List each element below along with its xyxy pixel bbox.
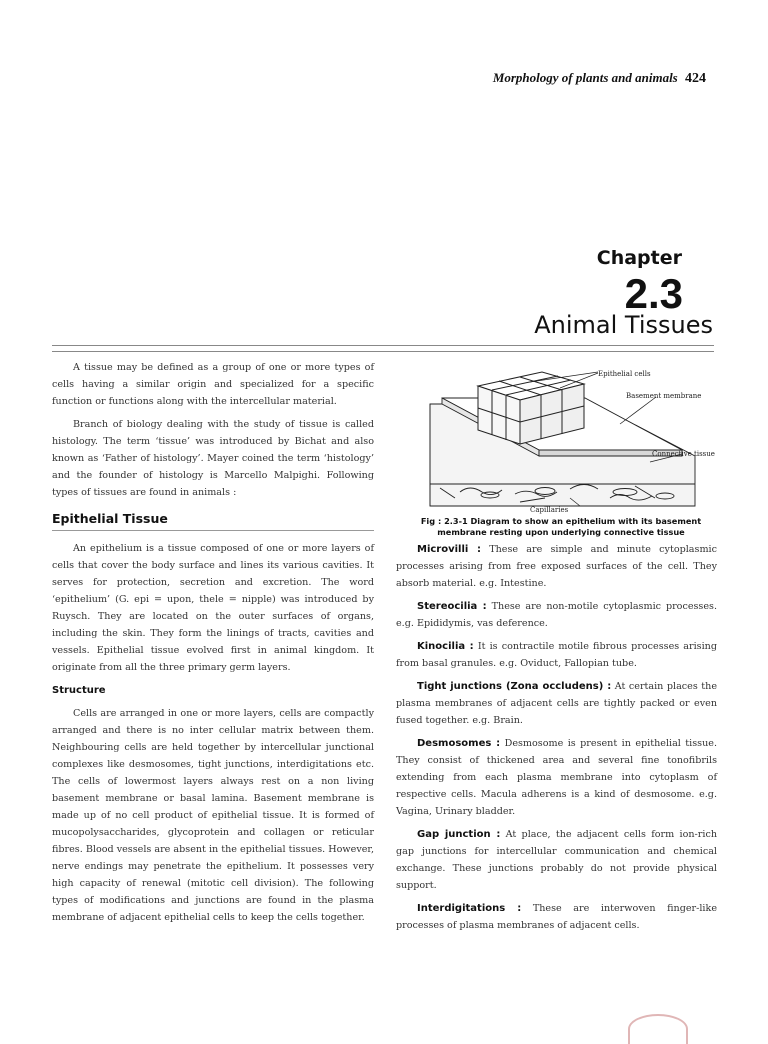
term-label: Microvilli : — [417, 544, 481, 555]
term-description: It is contractile motile fibrous processes arising from basal granules. e.g. Oviduct, Fallopian tube. — [396, 641, 717, 669]
figure-caption: Fig : 2.3-1 Diagram to show an epithelium with its basement membrane resting upon underlying connective tissue — [420, 516, 702, 537]
item-interdigitations — [396, 900, 717, 934]
term-label: Gap junction : — [417, 829, 501, 840]
term-label: Stereocilia : — [417, 601, 487, 612]
term-label: Kinocilia : — [417, 641, 474, 652]
intro-paragraph-1: A tissue may be defined as a group of one or more types of cells having a similar origin and specialized for a specific function or functions along with the intercellular material. — [52, 362, 374, 407]
corner-watermark — [628, 1014, 688, 1044]
term-label: Interdigitations : — [417, 903, 522, 914]
label-capillaries: Capillaries — [530, 506, 569, 514]
page-number: 424 — [685, 71, 706, 86]
item-kinocilia — [396, 638, 717, 672]
structure-paragraph: Cells are arranged in one or more layers, cells are compactly arranged and there is no inter cellular matrix between them. Neighbouring cells are held together by intercellular junctional complexes like desmosomes, tight junctions, interdigitations etc. The cells of lowermost layers always rest on a non living basement membrane or basal lamina. Basement membrane is made up of no cell product of epithelial tissue. It is formed of mucopolysaccharides, glycoprotein and collagen or reticular fibres. Blood vessels are absent in the epithelial tissues. However, nerve endings may penetrate the epithelium. It possesses very high capacity of renewal (mitotic cell division). The following types of modifications and junctions are found in the plasma membrane of adjacent epithelial cells to keep the cells together. — [52, 708, 374, 923]
left-column — [52, 359, 374, 932]
running-title: Morphology of plants and animals — [492, 70, 678, 85]
term-description: These are simple and minute cytoplasmic processes arising from free exposed surfaces of the cell. They absorb material. e.g. Intestine. — [396, 544, 717, 589]
item-microvilli — [396, 541, 717, 592]
term-description: These are interwoven finger-like processes of plasma membranes of adjacent cells. — [396, 903, 717, 931]
title-divider — [52, 345, 714, 352]
label-basement-membrane: Basement membrane — [626, 392, 702, 400]
subheading-structure: Structure — [52, 685, 106, 696]
chapter-label: Chapter — [596, 247, 682, 269]
item-gap-junction — [396, 826, 717, 894]
item-tight-junctions — [396, 678, 717, 729]
intro-paragraph-2: Branch of biology dealing with the study of tissue is called histology. The term ‘tissue’ was introduced by Bichat and also known as ‘Father of histology’. Mayer coined the term ‘histology’ and the founder of histology is Marcello Malpighi. Following types of tissues are found in animals : — [52, 419, 374, 498]
label-epithelial-cells: Epithelial cells — [598, 370, 651, 378]
item-stereocilia — [396, 598, 717, 632]
label-connective-tissue: Connective tissue — [652, 450, 715, 458]
running-head — [493, 70, 706, 87]
chapter-title: Animal Tissues — [534, 311, 713, 339]
term-description: At certain places the plasma membranes of adjacent cells are tightly packed or even fused together. e.g. Brain. — [396, 681, 717, 726]
term-description: These are non-motile cytoplasmic processes. e.g. Epididymis, vas deference. — [396, 601, 717, 629]
term-label: Tight junctions (Zona occludens) : — [417, 681, 612, 692]
term-description: Desmosome is present in epithelial tissue. They consist of thickened area and several fine tonofibrils extending from each plasma membrane into cytoplasm of respective cells. Macula adherens is a kind of desmosome. e.g. Vagina, Urinary bladder. — [396, 738, 717, 817]
item-desmosomes — [396, 735, 717, 820]
chapter-number: 2.3 — [624, 270, 683, 317]
epithelium-paragraph: An epithelium is a tissue composed of one or more layers of cells that cover the body surface and lines its various cavities. It serves for protection, secretion and excretion. The word ‘epithelium’ (G. epi = upon, thele = nipple) was introduced by Ruysch. They are located on the outer surfaces of organs, including the skin. They form the linings of tracts, cavities and vessels. Epithelial tissue evolved first in animal kingdom. It originate from all the three primary germ layers. — [52, 543, 374, 673]
term-description: At place, the adjacent cells form ion-rich gap junctions for intercellular communication and chemical exchange. These junctions probably do not provide physical support. — [396, 829, 717, 891]
section-heading-epithelial: Epithelial Tissue — [52, 510, 374, 531]
epithelium-diagram — [420, 364, 720, 514]
right-column — [396, 541, 717, 940]
term-label: Desmosomes : — [417, 738, 501, 749]
